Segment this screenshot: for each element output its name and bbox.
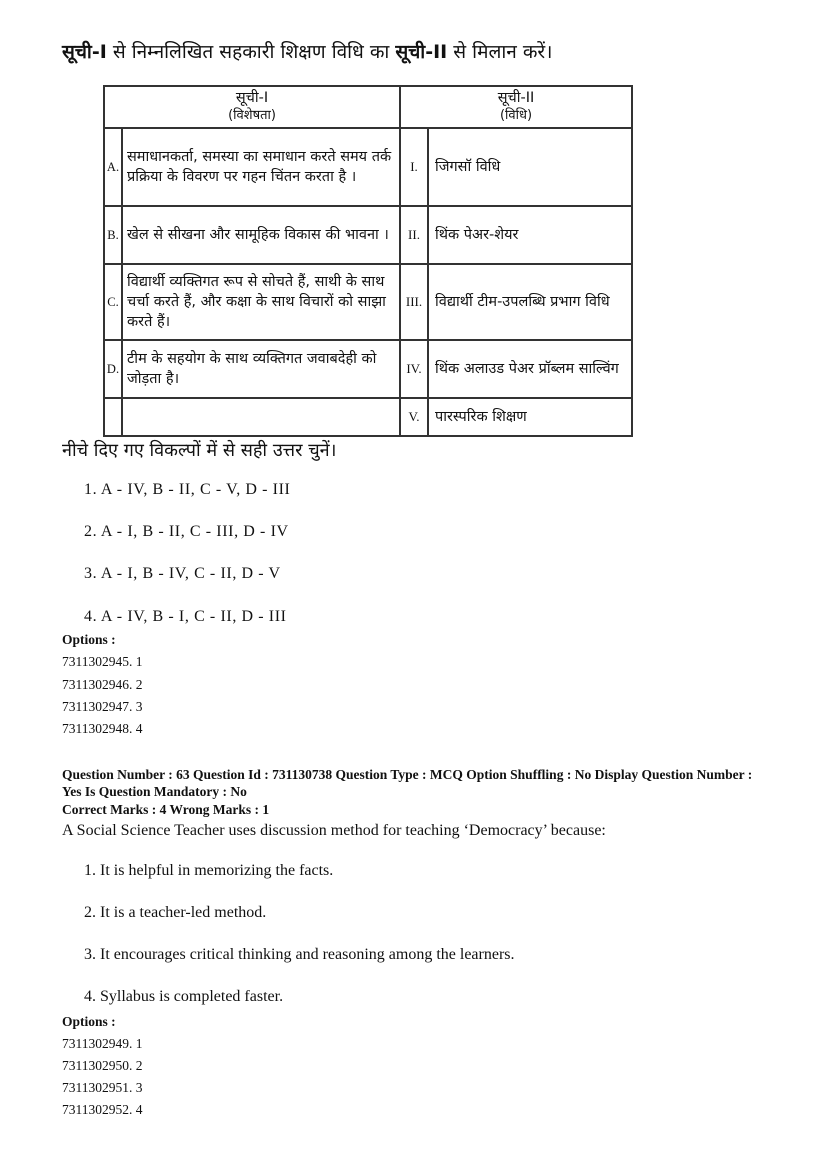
table-header-row <box>104 86 632 128</box>
table-row <box>104 340 632 398</box>
row-method: विद्यार्थी टीम-उपलब्धि प्रभाग विधि <box>428 264 632 340</box>
choice-2[interactable]: 2. It is a teacher-led method. <box>84 904 267 921</box>
row-method: जिगसॉ विधि <box>428 128 632 206</box>
option-id: 7311302945. 1 <box>62 654 143 669</box>
row-number: I. <box>400 128 428 206</box>
option-id: 7311302951. 3 <box>62 1080 143 1095</box>
row-key: D. <box>104 340 122 398</box>
choice-4[interactable]: 4. Syllabus is completed faster. <box>84 988 284 1005</box>
heading-text-1: से निम्नलिखित सहकारी शिक्षण विधि का <box>106 41 396 63</box>
option-id: 7311302952. 4 <box>62 1102 143 1117</box>
choice-4[interactable]: 4. A - IV, B - I, C - II, D - III <box>84 608 287 625</box>
row-description <box>122 398 400 436</box>
choice-1[interactable]: 1. It is helpful in memorizing the facts. <box>84 862 334 879</box>
row-key: B. <box>104 206 122 264</box>
list-two-label: सूची-II <box>395 41 448 63</box>
heading-text-2: से मिलान करें। <box>447 41 553 63</box>
choice-2[interactable]: 2. A - I, B - II, C - III, D - IV <box>84 523 289 540</box>
row-description: विद्यार्थी व्यक्तिगत रूप से सोचते हैं, साथी के साथ चर्चा करते हैं, और कक्षा के साथ विचारों को साझा करते हैं। <box>122 264 400 340</box>
table-row <box>104 398 632 436</box>
row-description: टीम के सहयोग के साथ व्यक्तिगत जवाबदेही को जोड़ता है। <box>122 340 400 398</box>
option-id: 7311302950. 2 <box>62 1058 143 1073</box>
list-one-header <box>104 86 400 128</box>
option-id: 7311302948. 4 <box>62 721 143 736</box>
question-text: A Social Science Teacher uses discussion method for teaching ‘Democracy’ because: <box>62 822 606 839</box>
option-id: 7311302947. 3 <box>62 699 143 714</box>
row-method: पारस्परिक शिक्षण <box>428 398 632 436</box>
choice-3[interactable]: 3. It encourages critical thinking and reasoning among the learners. <box>84 946 515 963</box>
row-number: V. <box>400 398 428 436</box>
row-number: III. <box>400 264 428 340</box>
row-key: C. <box>104 264 122 340</box>
option-id: 7311302946. 2 <box>62 677 143 692</box>
choice-3[interactable]: 3. A - I, B - IV, C - II, D - V <box>84 565 281 582</box>
options-label: Options : <box>62 632 116 647</box>
row-key: A. <box>104 128 122 206</box>
row-method: थिंक अलाउड पेअर प्रॉब्लम साल्विंग <box>428 340 632 398</box>
question-heading <box>62 38 782 66</box>
list-one-subtitle: (विशेषता) <box>228 108 276 123</box>
match-table <box>103 85 633 437</box>
list-two-header <box>400 86 632 128</box>
list-two-subtitle: (विधि) <box>499 108 533 123</box>
row-method: थिंक पेअर-शेयर <box>428 206 632 264</box>
table-row <box>104 206 632 264</box>
table-row <box>104 128 632 206</box>
options-label: Options : <box>62 1014 116 1029</box>
list-one-title: सूची-I <box>235 90 269 106</box>
option-id: 7311302949. 1 <box>62 1036 143 1051</box>
list-one-label: सूची-I <box>62 41 107 63</box>
row-description: खेल से सीखना और सामूहिक विकास की भावना । <box>122 206 400 264</box>
row-key <box>104 398 122 436</box>
question-meta: Question Number : 63 Question Id : 731130738 Question Type : MCQ Option Shuffling : No Display Question Number : Yes Is Question Mandatory : No <box>62 767 753 799</box>
list-two-title: सूची-II <box>497 90 535 106</box>
row-description: समाधानकर्ता, समस्या का समाधान करते समय तर्क प्रक्रिया के विवरण पर गहन चिंतन करता है । <box>122 128 400 206</box>
table-row <box>104 264 632 340</box>
row-number: II. <box>400 206 428 264</box>
marks-meta: Correct Marks : 4 Wrong Marks : 1 <box>62 802 270 817</box>
instruction-text: नीचे दिए गए विकल्पों में से सही उत्तर चुनें। <box>62 440 337 461</box>
choice-1[interactable]: 1. A - IV, B - II, C - V, D - III <box>84 481 291 498</box>
row-number: IV. <box>400 340 428 398</box>
